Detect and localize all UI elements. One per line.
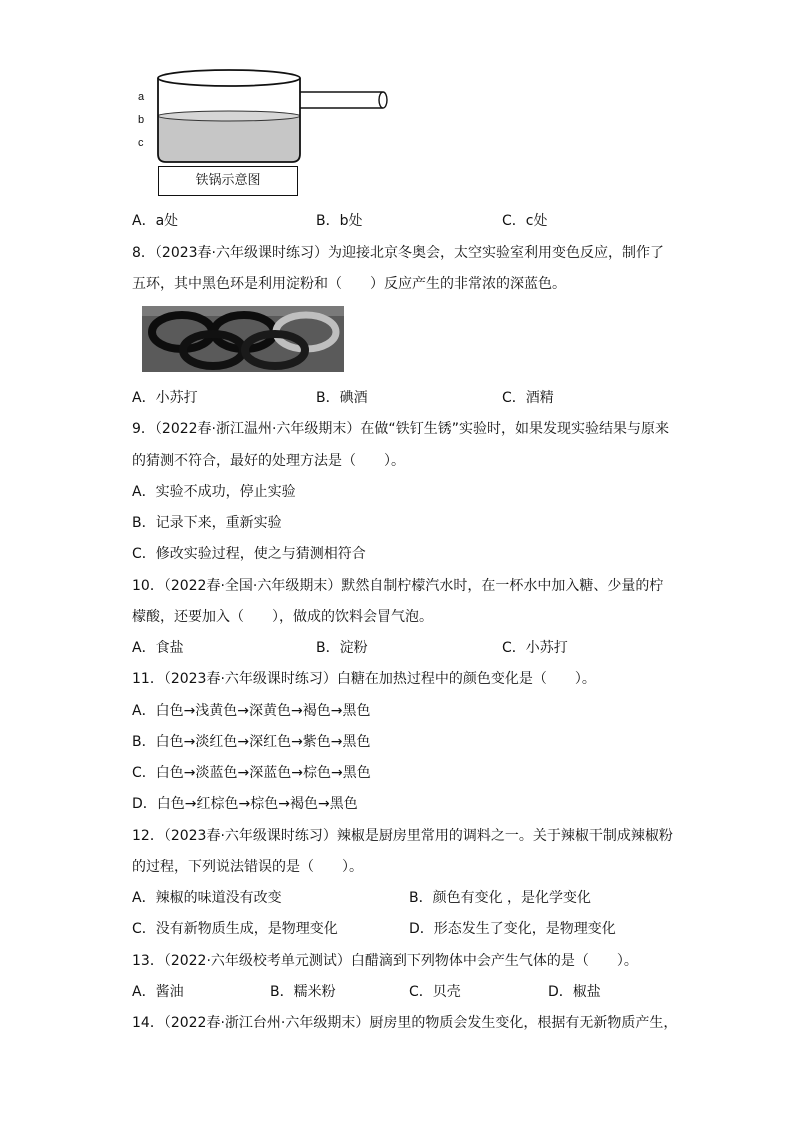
pot-figure xyxy=(130,62,400,207)
q7-option-c: C．c处 xyxy=(502,213,548,229)
q11-option-a: A．白色→浅黄色→深黄色→褐色→黑色 xyxy=(132,703,371,719)
pot-label-b: b xyxy=(138,114,145,126)
pot-handle xyxy=(300,92,385,108)
q13-option-b: B．糯米粉 xyxy=(270,984,336,1000)
pot-handle-end xyxy=(379,92,387,108)
q8-option-b: B．碘酒 xyxy=(316,390,368,406)
q9-option-a: A．实验不成功，停止实验 xyxy=(132,484,296,500)
q12-option-b: B．颜色有变化 ，是化学变化 xyxy=(409,890,592,906)
q12-stem-line2: 的过程，下列说法错误的是（ ）。 xyxy=(132,859,363,875)
q8-option-c: C．酒精 xyxy=(502,390,554,406)
q9-option-b: B．记录下来，重新实验 xyxy=(132,515,282,531)
pot-label-a: a xyxy=(138,91,145,103)
q12-stem-line1: 12．（2023春·六年级课时练习）辣椒是厨房里常用的调料之一。关于辣椒干制成辣椒粉 xyxy=(132,828,673,844)
liquid-surface xyxy=(158,111,300,121)
q9-stem-line1: 9．（2022春·浙江温州·六年级期末）在做“铁钉生锈”实验时，如果发现实验结果与原来 xyxy=(132,421,669,437)
q11-option-b: B．白色→淡红色→深红色→紫色→黑色 xyxy=(132,734,371,750)
q14-stem-line1: 14．（2022春·浙江台州·六年级期末）厨房里的物质会发生变化，根据有无新物质产生， xyxy=(132,1015,678,1031)
pot-label-c: c xyxy=(138,137,144,149)
rings-image xyxy=(142,306,344,372)
q13-stem-line1: 13．（2022·六年级校考单元测试）白醋滴到下列物体中会产生气体的是（ ）。 xyxy=(132,953,638,969)
q12-option-c: C．没有新物质生成，是物理变化 xyxy=(132,921,338,937)
q11-stem-line1: 11．（2023春·六年级课时练习）白糖在加热过程中的颜色变化是（ ）。 xyxy=(132,671,596,687)
q12-option-d: D．形态发生了变化，是物理变化 xyxy=(409,921,616,937)
q10-stem-line2: 檬酸，还要加入（ ），做成的饮料会冒气泡。 xyxy=(132,609,433,625)
pot-rim xyxy=(158,70,300,86)
q8-stem-line2: 五环，其中黑色环是利用淀粉和（ ）反应产生的非常浓的深蓝色。 xyxy=(132,276,566,292)
q10-option-b: B．淀粉 xyxy=(316,640,368,656)
q10-stem-line1: 10．（2022春·全国·六年级期末）默然自制柠檬汽水时，在一杯水中加入糖、少量的柠 xyxy=(132,578,664,594)
q12-option-a: A．辣椒的味道没有改变 xyxy=(132,890,282,906)
q9-stem-line2: 的猜测不符合，最好的处理方法是（ ）。 xyxy=(132,453,405,469)
q11-option-c: C．白色→淡蓝色→深蓝色→棕色→黑色 xyxy=(132,765,371,781)
q13-option-c: C．贝壳 xyxy=(409,984,461,1000)
q8-option-a: A．小苏打 xyxy=(132,390,198,406)
q11-option-d: D．白色→红棕色→棕色→褐色→黑色 xyxy=(132,796,358,812)
q13-option-d: D．椒盐 xyxy=(548,984,601,1000)
q10-option-c: C．小苏打 xyxy=(502,640,568,656)
pot-caption: 铁锅示意图 xyxy=(158,166,298,196)
q7-option-a: A．a处 xyxy=(132,213,179,229)
q13-option-a: A．酱油 xyxy=(132,984,184,1000)
olympic-rings-photo xyxy=(142,306,344,372)
q9-option-c: C．修改实验过程，使之与猜测相符合 xyxy=(132,546,366,562)
q10-option-a: A．食盐 xyxy=(132,640,184,656)
q8-stem-line1: 8．（2023春·六年级课时练习）为迎接北京冬奥会，太空实验室利用变色反应，制作了 xyxy=(132,245,664,261)
q7-option-b: B．b处 xyxy=(316,213,363,229)
